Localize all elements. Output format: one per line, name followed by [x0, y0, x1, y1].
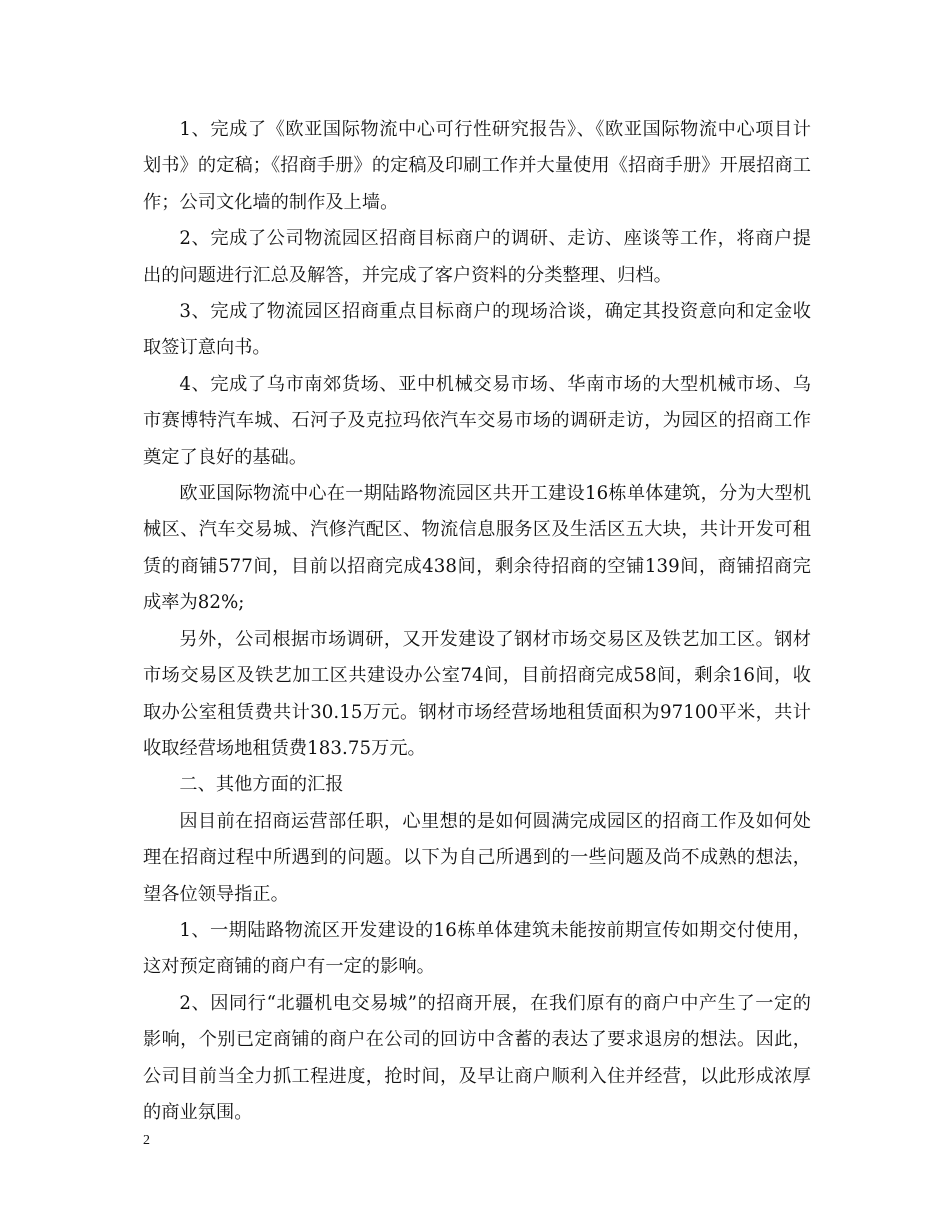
paragraph-market-visits: 4、完成了乌市南郊货场、亚中机械交易市场、华南市场的大型机械市场、乌市赛博特汽车城、石河子及克拉玛依汽车交易市场的调研走访，为园区的招商工作奠定了良好的基础。 — [143, 373, 811, 468]
section-heading-other-report: 二、其他方面的汇报 — [179, 774, 344, 796]
document-body — [143, 112, 811, 1131]
page-number: 2 — [143, 1133, 150, 1148]
paragraph-leasing-status: 欧亚国际物流中心在一期陆路物流园区共开工建设16栋单体建筑，分为大型机械区、汽车交易城、汽修汽配区、物流信息服务区及生活区五大块，共计开发可租赁的商铺577间，目前以招商完成438间，剩余待招商的空铺139间，商铺招商完成率为82%; — [143, 483, 811, 614]
paragraph-current-role: 因目前在招商运营部任职，心里想的是如何圆满完成园区的招商工作及如何处理在招商过程中所遇到的问题。以下为自己所遇到的一些问题及尚不成熟的想法，望各位领导指正。 — [143, 810, 811, 905]
paragraph-delivery-issue: 1、一期陆路物流区开发建设的16栋单体建筑未能按前期宣传如期交付使用，这对预定商铺的商户有一定的影响。 — [143, 919, 811, 978]
paragraph-steel-market: 另外，公司根据市场调研，又开发建设了钢材市场交易区及铁艺加工区。钢材市场交易区及铁艺加工区共建设办公室74间，目前招商完成58间，剩余16间，收取办公室租赁费共计30.15万元。钢材市场经营场地租赁面积为97100平米，共计收取经营场地租赁费183.75万元。 — [143, 628, 811, 759]
paragraph-key-merchant-negotiation: 3、完成了物流园区招商重点目标商户的现场洽谈，确定其投资意向和定金收取签订意向书。 — [143, 301, 811, 359]
paragraph-completed-reports: 1、完成了《欧亚国际物流中心可行性研究报告》、《欧亚国际物流中心项目计划书》的定稿；《招商手册》的定稿及印刷工作并大量使用《招商手册》开展招商工作；公司文化墙的制作及上墙。 — [143, 119, 811, 213]
paragraph-merchant-research: 2、完成了公司物流园区招商目标商户的调研、走访、座谈等工作，将商户提出的问题进行汇总及解答，并完成了客户资料的分类整理、归档。 — [143, 228, 811, 286]
paragraph-competition-issue: 2、因同行“北疆机电交易城”的招商开展，在我们原有的商户中产生了一定的影响，个别已定商铺的商户在公司的回访中含蓄的表达了要求退房的想法。因此，公司目前当全力抓工程进度，抢时间，及早让商户顺利入住并经营，以此形成浓厚的商业氛围。 — [143, 992, 811, 1123]
